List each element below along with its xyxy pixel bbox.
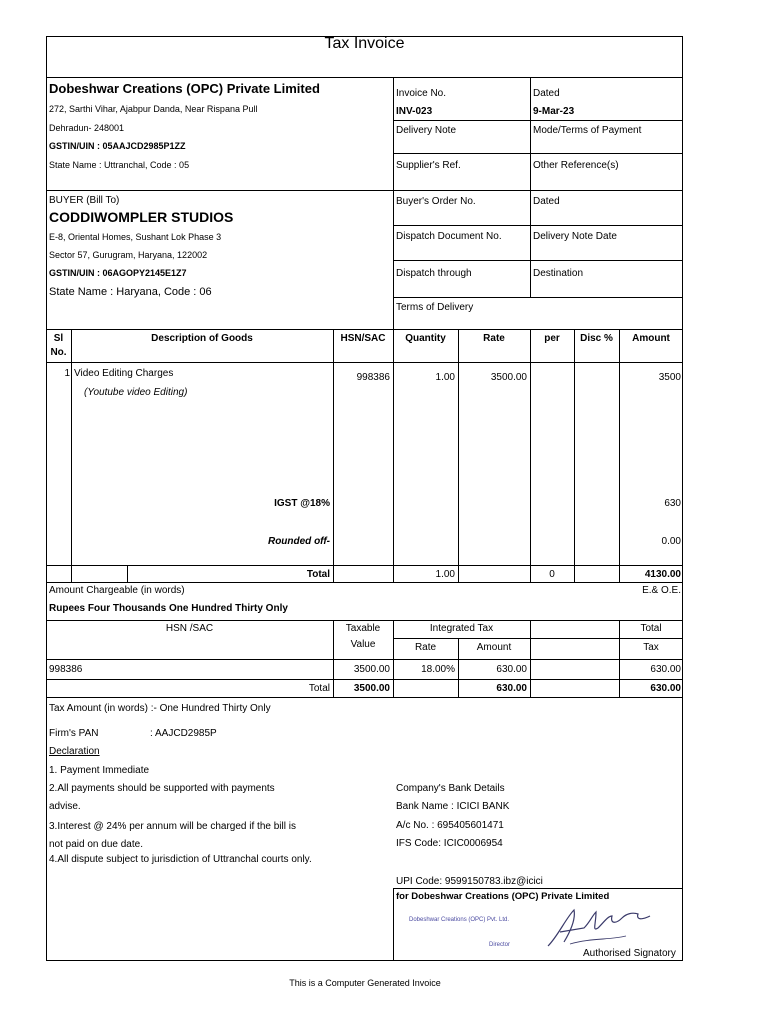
bank-account: A/c No. : 695405601471 xyxy=(396,820,504,831)
divider xyxy=(530,77,531,297)
igst-amount: 630 xyxy=(664,498,681,509)
buyer-gstin: GSTIN/UIN : 06AGOPY2145E1Z7 xyxy=(49,268,187,278)
declaration-item: 4.All dispute subject to jurisdiction of Uttranchal courts only. xyxy=(49,854,312,865)
divider xyxy=(46,582,683,583)
upi-code: UPI Code: 9599150783.ibz@icici xyxy=(396,876,543,887)
divider xyxy=(46,565,683,566)
divider xyxy=(393,888,683,889)
eoe: E.& O.E. xyxy=(642,585,681,596)
col-desc: Description of Goods xyxy=(151,333,253,344)
declaration-item: 3.Interest @ 24% per annum will be charged if the bill is xyxy=(49,821,296,832)
divider xyxy=(458,329,459,582)
item-amount: 3500 xyxy=(658,372,681,383)
suppliers-ref-label: Supplier's Ref. xyxy=(396,160,461,171)
page-title: Tax Invoice xyxy=(324,35,405,52)
buyer-address: E-8, Oriental Homes, Sushant Lok Phase 3 xyxy=(49,232,222,242)
dispatch-through-label: Dispatch through xyxy=(396,268,472,279)
bank-name: Bank Name : ICICI BANK xyxy=(396,801,510,812)
total-disc: 0 xyxy=(549,569,555,580)
divider xyxy=(333,329,334,582)
declaration-item: 1. Payment Immediate xyxy=(49,765,150,776)
other-ref-label: Other Reference(s) xyxy=(533,160,619,171)
seller-state: State Name : Uttranchal, Code : 05 xyxy=(49,160,190,170)
divider xyxy=(46,329,683,330)
col-no: No. xyxy=(50,347,67,358)
for-company: for Dobeshwar Creations (OPC) Private Limited xyxy=(396,891,610,902)
terms-delivery-label: Terms of Delivery xyxy=(396,302,474,313)
divider xyxy=(46,659,683,660)
tax-amount-words: Tax Amount (in words) :- One Hundred Thirty Only xyxy=(49,703,271,714)
buyer-state: State Name : Haryana, Code : 06 xyxy=(49,286,212,298)
col-hsn: HSN/SAC xyxy=(340,333,386,344)
total-amount: 4130.00 xyxy=(644,569,681,580)
bank-title: Company's Bank Details xyxy=(396,783,505,794)
divider xyxy=(393,225,683,226)
tax-total-label: Total xyxy=(308,683,330,694)
divider xyxy=(530,620,531,697)
dispatch-doc-label: Dispatch Document No. xyxy=(396,231,502,242)
rounded-label: Rounded off- xyxy=(267,536,330,547)
item-sl: 1 xyxy=(64,368,70,379)
divider xyxy=(46,362,683,363)
divider xyxy=(46,190,683,191)
director-stamp: Director xyxy=(489,942,511,948)
divider xyxy=(393,120,683,121)
divider xyxy=(393,260,683,261)
tax-value-header: Value xyxy=(350,639,376,650)
seller-name: Dobeshwar Creations (OPC) Private Limited xyxy=(49,81,320,96)
item-qty: 1.00 xyxy=(435,372,455,383)
tax-total-taxable: 3500.00 xyxy=(353,683,390,694)
tax-row-amount: 630.00 xyxy=(496,664,527,675)
signature-icon xyxy=(540,902,670,952)
pan-label: Firm's PAN xyxy=(49,728,99,739)
declaration-item: not paid on due date. xyxy=(49,839,143,850)
divider xyxy=(393,638,683,639)
invoice-no-label: Invoice No. xyxy=(396,88,447,99)
dated-label: Dated xyxy=(533,88,560,99)
buyer-address: Sector 57, Gurugram, Haryana, 122002 xyxy=(49,250,208,260)
divider xyxy=(393,153,683,154)
divider xyxy=(46,697,683,698)
tax-amount-header: Amount xyxy=(476,642,512,653)
invoice-date: 9-Mar-23 xyxy=(533,106,575,117)
amount-words-label: Amount Chargeable (in words) xyxy=(49,585,185,596)
buyer-name: CODDIWOMPLER STUDIOS xyxy=(49,209,234,225)
tax-row-rate: 18.00% xyxy=(421,664,455,675)
divider xyxy=(530,329,531,582)
mode-terms-label: Mode/Terms of Payment xyxy=(533,125,642,136)
declaration-heading: Declaration xyxy=(49,746,100,757)
divider xyxy=(393,888,394,961)
amount-words: Rupees Four Thousands One Hundred Thirty Only xyxy=(49,603,288,614)
rounded-amount: 0.00 xyxy=(661,536,681,547)
invoice-no: INV-023 xyxy=(396,106,433,117)
seller-gstin: GSTIN/UIN : 05AAJCD2985P1ZZ xyxy=(49,141,186,151)
delivery-note-date-label: Delivery Note Date xyxy=(533,231,617,242)
item-hsn: 998386 xyxy=(356,372,390,383)
col-disc: Disc % xyxy=(580,333,613,344)
tax-tax-header: Tax xyxy=(643,642,659,653)
computer-generated-note: This is a Computer Generated Invoice xyxy=(289,978,441,988)
bank-ifs: IFS Code: ICIC0006954 xyxy=(396,838,503,849)
col-sl: Sl xyxy=(53,333,64,344)
authorised-signatory: Authorised Signatory xyxy=(583,948,676,959)
col-per: per xyxy=(544,333,560,344)
divider xyxy=(393,297,683,298)
divider xyxy=(393,77,394,329)
item-rate: 3500.00 xyxy=(490,372,527,383)
total-label: Total xyxy=(306,569,330,580)
divider xyxy=(393,329,394,582)
total-qty: 1.00 xyxy=(435,569,455,580)
divider xyxy=(46,679,683,680)
tax-row-total: 630.00 xyxy=(650,664,681,675)
tax-rate-header: Rate xyxy=(414,642,437,653)
seller-address: 272, Sarthi Vihar, Ajabpur Danda, Near Rispana Pull xyxy=(49,104,258,114)
igst-label: IGST @18% xyxy=(274,498,330,509)
tax-total-amount: 630.00 xyxy=(496,683,527,694)
tax-taxable-header: Taxable xyxy=(345,623,381,634)
divider xyxy=(46,77,683,78)
divider xyxy=(46,620,683,621)
divider xyxy=(574,329,575,582)
declaration-item: advise. xyxy=(49,801,81,812)
seller-address: Dehradun- 248001 xyxy=(49,123,125,133)
tax-integrated-header: Integrated Tax xyxy=(429,623,494,634)
delivery-note-label: Delivery Note xyxy=(396,125,457,136)
buyers-order-label: Buyer's Order No. xyxy=(396,196,476,207)
tax-hsn-header: HSN /SAC xyxy=(165,623,214,634)
declaration-item: 2.All payments should be supported with payments xyxy=(49,783,275,794)
buyer-label: BUYER (Bill To) xyxy=(49,195,120,206)
company-stamp: Dobeshwar Creations (OPC) Pvt. Ltd. xyxy=(409,917,510,923)
col-qty: Quantity xyxy=(405,333,446,344)
col-rate: Rate xyxy=(483,333,505,344)
tax-row-taxable: 3500.00 xyxy=(353,664,390,675)
destination-label: Destination xyxy=(533,268,584,279)
item-desc: Video Editing Charges xyxy=(74,368,174,379)
tax-total-total: 630.00 xyxy=(650,683,681,694)
col-amount: Amount xyxy=(632,333,670,344)
pan-value: : AAJCD2985P xyxy=(150,728,217,739)
dated2-label: Dated xyxy=(533,196,560,207)
tax-row-hsn: 998386 xyxy=(49,664,83,675)
tax-total-header: Total xyxy=(640,623,662,634)
item-sub-desc: (Youtube video Editing) xyxy=(84,387,188,398)
